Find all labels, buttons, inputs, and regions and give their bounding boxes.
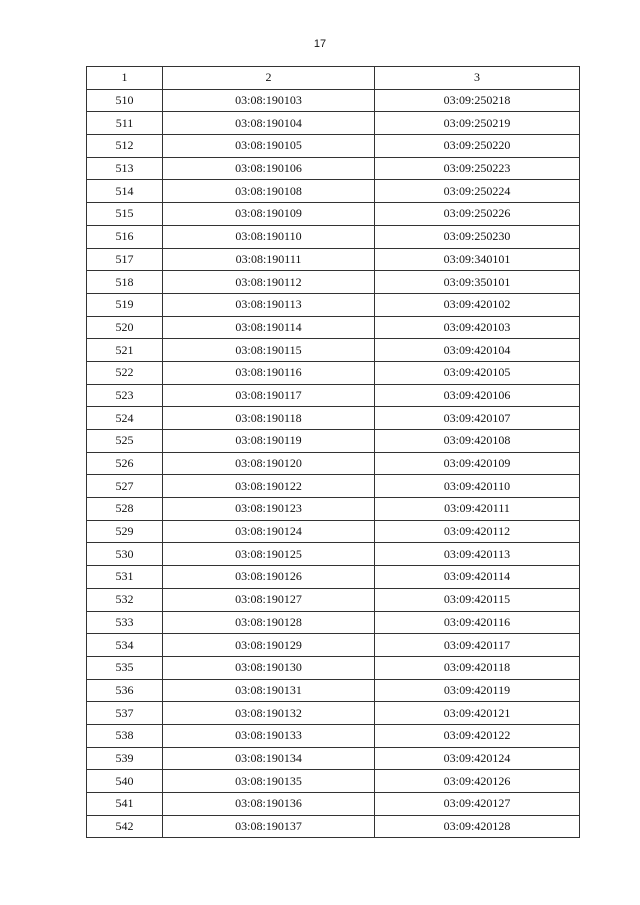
- table-cell-col-1: 516: [87, 225, 163, 248]
- table-row: [87, 656, 580, 679]
- page-number: 17: [313, 38, 327, 50]
- column-header-2: 2: [163, 67, 375, 90]
- table-cell-col-1: 526: [87, 452, 163, 475]
- table-cell-col-3: 03:09:420127: [375, 793, 580, 816]
- table-cell-col-2: 03:08:190126: [163, 566, 375, 589]
- table-row: [87, 611, 580, 634]
- table-cell-col-2: 03:08:190124: [163, 520, 375, 543]
- table-cell-col-2: 03:08:190110: [163, 225, 375, 248]
- table-cell-col-3: 03:09:420104: [375, 339, 580, 362]
- table-cell-col-3: 03:09:250230: [375, 225, 580, 248]
- table-cell-col-1: 525: [87, 430, 163, 453]
- table-row: [87, 679, 580, 702]
- table-cell-col-3: 03:09:420121: [375, 702, 580, 725]
- table-row: [87, 498, 580, 521]
- table-row: [87, 407, 580, 430]
- table-cell-col-3: 03:09:420118: [375, 656, 580, 679]
- table-cell-col-3: 03:09:420113: [375, 543, 580, 566]
- table-row: [87, 225, 580, 248]
- table-cell-col-2: 03:08:190135: [163, 770, 375, 793]
- table-cell-col-2: 03:08:190112: [163, 271, 375, 294]
- table-cell-col-1: 532: [87, 588, 163, 611]
- table-cell-col-2: 03:08:190125: [163, 543, 375, 566]
- table-row: [87, 724, 580, 747]
- table-cell-col-1: 528: [87, 498, 163, 521]
- table-cell-col-2: 03:08:190120: [163, 452, 375, 475]
- table-cell-col-3: 03:09:420111: [375, 498, 580, 521]
- table-cell-col-2: 03:08:190123: [163, 498, 375, 521]
- table-cell-col-2: 03:08:190115: [163, 339, 375, 362]
- table-cell-col-1: 529: [87, 520, 163, 543]
- table-cell-col-1: 512: [87, 135, 163, 158]
- data-table: [86, 66, 580, 838]
- table-row: [87, 815, 580, 838]
- table-row: [87, 271, 580, 294]
- table-cell-col-1: 539: [87, 747, 163, 770]
- table-cell-col-2: 03:08:190137: [163, 815, 375, 838]
- table-cell-col-1: 518: [87, 271, 163, 294]
- table-cell-col-3: 03:09:420117: [375, 634, 580, 657]
- table-row: [87, 430, 580, 453]
- table-row: [87, 293, 580, 316]
- table-cell-col-1: 514: [87, 180, 163, 203]
- table-cell-col-3: 03:09:420106: [375, 384, 580, 407]
- column-header-1: 1: [87, 67, 163, 90]
- table-cell-col-3: 03:09:420115: [375, 588, 580, 611]
- table-cell-col-1: 530: [87, 543, 163, 566]
- table-row: [87, 316, 580, 339]
- table-row: [87, 543, 580, 566]
- table-cell-col-2: 03:08:190113: [163, 293, 375, 316]
- table-cell-col-3: 03:09:420102: [375, 293, 580, 316]
- table-cell-col-1: 522: [87, 361, 163, 384]
- table-cell-col-2: 03:08:190130: [163, 656, 375, 679]
- table-cell-col-3: 03:09:420112: [375, 520, 580, 543]
- table-cell-col-2: 03:08:190103: [163, 89, 375, 112]
- table-cell-col-2: 03:08:190122: [163, 475, 375, 498]
- table-row: [87, 747, 580, 770]
- table-cell-col-1: 527: [87, 475, 163, 498]
- table-cell-col-1: 541: [87, 793, 163, 816]
- table-cell-col-1: 533: [87, 611, 163, 634]
- table-cell-col-3: 03:09:250219: [375, 112, 580, 135]
- table-cell-col-3: 03:09:250224: [375, 180, 580, 203]
- table-row: [87, 180, 580, 203]
- table-cell-col-3: 03:09:420110: [375, 475, 580, 498]
- table-cell-col-1: 534: [87, 634, 163, 657]
- table-cell-col-1: 535: [87, 656, 163, 679]
- table-cell-col-2: 03:08:190136: [163, 793, 375, 816]
- table-cell-col-1: 536: [87, 679, 163, 702]
- table-cell-col-2: 03:08:190104: [163, 112, 375, 135]
- table-cell-col-3: 03:09:420107: [375, 407, 580, 430]
- table-cell-col-1: 511: [87, 112, 163, 135]
- table-cell-col-1: 515: [87, 203, 163, 226]
- table-cell-col-3: 03:09:420116: [375, 611, 580, 634]
- table-header-row: [87, 67, 580, 90]
- table-cell-col-1: 517: [87, 248, 163, 271]
- table-cell-col-3: 03:09:420114: [375, 566, 580, 589]
- table-row: [87, 475, 580, 498]
- table-row: [87, 339, 580, 362]
- table-cell-col-2: 03:08:190119: [163, 430, 375, 453]
- table-row: [87, 384, 580, 407]
- table-cell-col-2: 03:08:190117: [163, 384, 375, 407]
- table-cell-col-3: 03:09:250226: [375, 203, 580, 226]
- table-cell-col-3: 03:09:420105: [375, 361, 580, 384]
- table-cell-col-1: 510: [87, 89, 163, 112]
- table-cell-col-3: 03:09:420119: [375, 679, 580, 702]
- table-row: [87, 361, 580, 384]
- table-cell-col-2: 03:08:190134: [163, 747, 375, 770]
- table-cell-col-2: 03:08:190111: [163, 248, 375, 271]
- table-cell-col-3: 03:09:420126: [375, 770, 580, 793]
- table-cell-col-1: 519: [87, 293, 163, 316]
- table-cell-col-1: 540: [87, 770, 163, 793]
- column-header-3: 3: [375, 67, 580, 90]
- table-cell-col-3: 03:09:420124: [375, 747, 580, 770]
- table-row: [87, 248, 580, 271]
- table-cell-col-2: 03:08:190108: [163, 180, 375, 203]
- table-cell-col-3: 03:09:420103: [375, 316, 580, 339]
- table-cell-col-2: 03:08:190128: [163, 611, 375, 634]
- table-cell-col-2: 03:08:190105: [163, 135, 375, 158]
- table-cell-col-2: 03:08:190131: [163, 679, 375, 702]
- table-row: [87, 702, 580, 725]
- table-row: [87, 157, 580, 180]
- table-cell-col-3: 03:09:250220: [375, 135, 580, 158]
- table-row: [87, 566, 580, 589]
- table-cell-col-2: 03:08:190109: [163, 203, 375, 226]
- table-cell-col-1: 537: [87, 702, 163, 725]
- table-cell-col-2: 03:08:190106: [163, 157, 375, 180]
- table-cell-col-3: 03:09:250223: [375, 157, 580, 180]
- table-row: [87, 112, 580, 135]
- table-cell-col-3: 03:09:420128: [375, 815, 580, 838]
- table-cell-col-2: 03:08:190114: [163, 316, 375, 339]
- table-cell-col-1: 520: [87, 316, 163, 339]
- table-cell-col-2: 03:08:190127: [163, 588, 375, 611]
- table-cell-col-2: 03:08:190133: [163, 724, 375, 747]
- table-cell-col-2: 03:08:190129: [163, 634, 375, 657]
- table-cell-col-3: 03:09:250218: [375, 89, 580, 112]
- table-cell-col-2: 03:08:190116: [163, 361, 375, 384]
- table-cell-col-1: 538: [87, 724, 163, 747]
- table-cell-col-1: 531: [87, 566, 163, 589]
- table-row: [87, 793, 580, 816]
- table-cell-col-3: 03:09:350101: [375, 271, 580, 294]
- table-cell-col-3: 03:09:420122: [375, 724, 580, 747]
- table-cell-col-1: 524: [87, 407, 163, 430]
- table-row: [87, 520, 580, 543]
- table-row: [87, 588, 580, 611]
- table-row: [87, 89, 580, 112]
- table-row: [87, 135, 580, 158]
- table-cell-col-1: 523: [87, 384, 163, 407]
- table-cell-col-1: 513: [87, 157, 163, 180]
- table-cell-col-2: 03:08:190132: [163, 702, 375, 725]
- table-body: [87, 89, 580, 838]
- table-row: [87, 770, 580, 793]
- table-cell-col-1: 521: [87, 339, 163, 362]
- table-cell-col-2: 03:08:190118: [163, 407, 375, 430]
- table-cell-col-1: 542: [87, 815, 163, 838]
- table-row: [87, 203, 580, 226]
- table-cell-col-3: 03:09:420108: [375, 430, 580, 453]
- table-cell-col-3: 03:09:420109: [375, 452, 580, 475]
- table-row: [87, 452, 580, 475]
- table-row: [87, 634, 580, 657]
- table-cell-col-3: 03:09:340101: [375, 248, 580, 271]
